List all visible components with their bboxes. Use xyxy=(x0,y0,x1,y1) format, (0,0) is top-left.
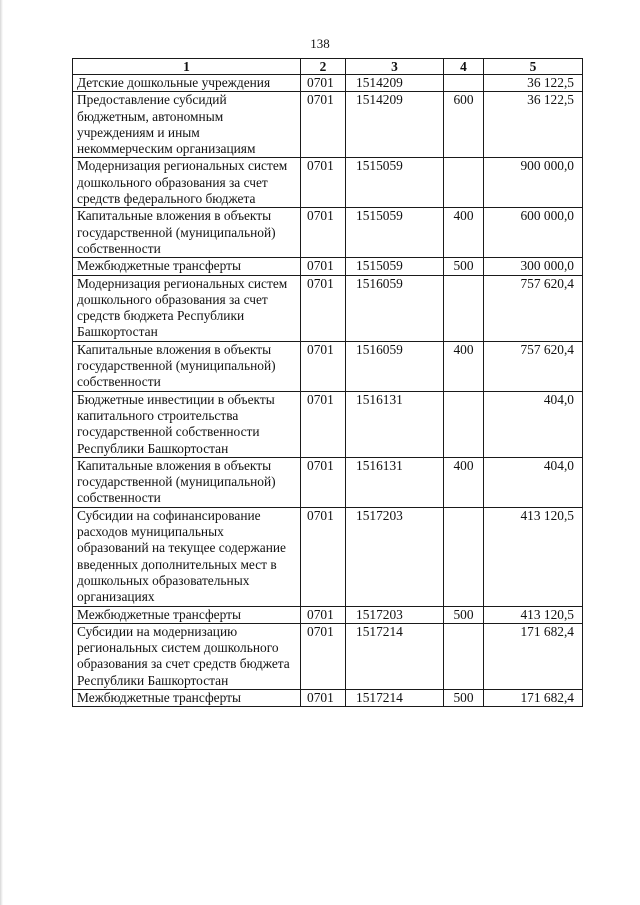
table-row xyxy=(73,341,583,391)
row-amount: 36 122,5 xyxy=(484,92,583,158)
row-code: 1517203 xyxy=(346,507,444,606)
row-amount: 404,0 xyxy=(484,457,583,507)
scan-left-edge xyxy=(0,0,3,905)
row-code: 1514209 xyxy=(346,75,444,92)
row-section: 0701 xyxy=(301,275,346,341)
row-amount: 413 120,5 xyxy=(484,606,583,623)
row-section: 0701 xyxy=(301,208,346,258)
row-code: 1516131 xyxy=(346,391,444,457)
table-row xyxy=(73,689,583,706)
table-row xyxy=(73,258,583,275)
row-section: 0701 xyxy=(301,689,346,706)
row-name: Капитальные вложения в объекты государственной (муниципальной) собственности xyxy=(73,341,301,391)
row-type xyxy=(444,623,484,689)
table-header-row xyxy=(73,59,583,75)
row-name: Бюджетные инвестиции в объекты капитального строительства государственной собственности Республики Башкортостан xyxy=(73,391,301,457)
row-type: 400 xyxy=(444,208,484,258)
row-amount: 900 000,0 xyxy=(484,158,583,208)
table-row xyxy=(73,75,583,92)
row-section: 0701 xyxy=(301,391,346,457)
table-row xyxy=(73,623,583,689)
column-header: 2 xyxy=(301,59,346,75)
table-row xyxy=(73,507,583,606)
row-section: 0701 xyxy=(301,507,346,606)
row-name: Субсидии на софинансирование расходов муниципальных образований на текущее содержание введенных дополнительных мест в дошкольных образовательных организациях xyxy=(73,507,301,606)
table-row xyxy=(73,92,583,158)
row-section: 0701 xyxy=(301,92,346,158)
row-name: Детские дошкольные учреждения xyxy=(73,75,301,92)
row-type xyxy=(444,391,484,457)
row-code: 1517203 xyxy=(346,606,444,623)
row-type xyxy=(444,507,484,606)
row-name: Капитальные вложения в объекты государственной (муниципальной) собственности xyxy=(73,208,301,258)
row-name: Предоставление субсидий бюджетным, автономным учреждениям и иным некоммерческим организациям xyxy=(73,92,301,158)
row-amount: 757 620,4 xyxy=(484,341,583,391)
row-amount: 413 120,5 xyxy=(484,507,583,606)
row-amount: 36 122,5 xyxy=(484,75,583,92)
row-amount: 300 000,0 xyxy=(484,258,583,275)
row-amount: 404,0 xyxy=(484,391,583,457)
row-code: 1515059 xyxy=(346,258,444,275)
column-header: 4 xyxy=(444,59,484,75)
row-name: Капитальные вложения в объекты государственной (муниципальной) собственности xyxy=(73,457,301,507)
row-code: 1514209 xyxy=(346,92,444,158)
row-code: 1515059 xyxy=(346,208,444,258)
row-type: 600 xyxy=(444,92,484,158)
row-name: Модернизация региональных систем дошкольного образования за счет средств бюджета Республики Башкортостан xyxy=(73,275,301,341)
row-type: 400 xyxy=(444,457,484,507)
row-name: Субсидии на модернизацию региональных систем дошкольного образования за счет средств бюджета Республики Башкортостан xyxy=(73,623,301,689)
column-header: 5 xyxy=(484,59,583,75)
row-type xyxy=(444,275,484,341)
row-type xyxy=(444,75,484,92)
row-amount: 600 000,0 xyxy=(484,208,583,258)
row-section: 0701 xyxy=(301,623,346,689)
row-type xyxy=(444,158,484,208)
row-section: 0701 xyxy=(301,606,346,623)
row-section: 0701 xyxy=(301,158,346,208)
table-row xyxy=(73,606,583,623)
row-amount: 171 682,4 xyxy=(484,623,583,689)
row-name: Межбюджетные трансферты xyxy=(73,689,301,706)
table-row xyxy=(73,158,583,208)
row-type: 500 xyxy=(444,606,484,623)
row-code: 1515059 xyxy=(346,158,444,208)
row-type: 500 xyxy=(444,258,484,275)
row-name: Межбюджетные трансферты xyxy=(73,606,301,623)
table-row xyxy=(73,457,583,507)
row-type: 500 xyxy=(444,689,484,706)
table-row xyxy=(73,208,583,258)
row-type: 400 xyxy=(444,341,484,391)
row-section: 0701 xyxy=(301,75,346,92)
budget-table xyxy=(72,58,583,707)
page-number: 138 xyxy=(310,36,330,51)
row-code: 1517214 xyxy=(346,623,444,689)
row-amount: 171 682,4 xyxy=(484,689,583,706)
row-section: 0701 xyxy=(301,258,346,275)
table-row xyxy=(73,391,583,457)
row-name: Модернизация региональных систем дошкольного образования за счет средств федерального бюджета xyxy=(73,158,301,208)
row-code: 1516059 xyxy=(346,275,444,341)
row-section: 0701 xyxy=(301,341,346,391)
column-header: 3 xyxy=(346,59,444,75)
row-amount: 757 620,4 xyxy=(484,275,583,341)
row-section: 0701 xyxy=(301,457,346,507)
row-name: Межбюджетные трансферты xyxy=(73,258,301,275)
row-code: 1516131 xyxy=(346,457,444,507)
row-code: 1517214 xyxy=(346,689,444,706)
column-header: 1 xyxy=(73,59,301,75)
table-row xyxy=(73,275,583,341)
row-code: 1516059 xyxy=(346,341,444,391)
